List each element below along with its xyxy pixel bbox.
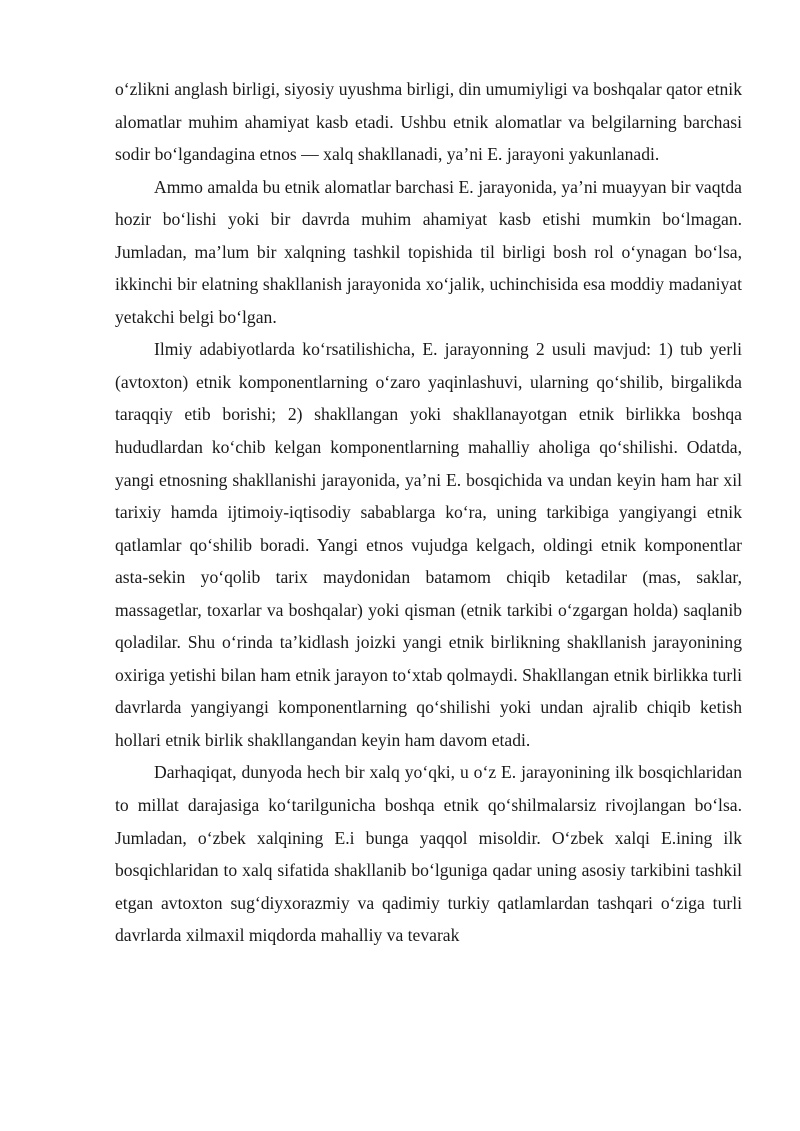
document-body — [115, 73, 742, 952]
paragraph-ethnic-features: Ammo amalda bu etnik alomatlar barchasi E. jarayonida, ya’ni muayyan bir vaqtda hozir bo‘lishi yoki bir davrda muhim ahamiyat kasb etishi mumkin bo‘lmagan. Jumladan, ma’lum bir xalqning tashkil topishida til birligi bosh rol o‘ynagan bo‘lsa, ikkinchi bir elatning shakllanish jarayonida xo‘jalik, uchinchisida esa moddiy madaniyat yetakchi belgi bo‘lgan. — [115, 176, 742, 327]
paragraph-ethnogenesis-methods: Ilmiy adabiyotlarda ko‘rsatilishicha, E. jarayonning 2 usuli mavjud: 1) tub yerli (avtoxton) etnik komponentlarning o‘zaro yaqinlashuvi, ularning qo‘shilib, birgalikda taraqqiy etib borishi; 2) shakllangan yoki shakllanayotgan etnik birlikka boshqa hududlardan ko‘chib kelgan komponentlarning mahalliy aholiga qo‘shilishi. Odatda, yangi etnosning shakllanishi jarayonida, ya’ni E. bosqichida va undan keyin ham har xil tarixiy hamda ijtimoiy-iqtisodiy sabablarga ko‘ra, uning tarkibiga yangiyangi etnik qatlamlar qo‘shilib boradi. Yangi etnos vujudga kelgach, oldingi etnik komponentlar asta-sekin yo‘qolib tarix maydonidan batamom chiqib ketadilar (mas, saklar, massagetlar, toxarlar va boshqalar) yoki qisman (etnik tarkibi o‘zgargan holda) saqlanib qoladilar. Shu o‘rinda ta’kidlash joizki yangi etnik birlikning shakllanish jarayonining oxiriga yetishi bilan ham etnik jarayon to‘xtab qolmaydi. Shakllangan etnik birlikka turli davrlarda yangiyangi komponentlarning qo‘shilishi yoki undan ajralib chiqib ketish hollari etnik birlik shakllangandan keyin ham davom etadi. — [115, 339, 742, 750]
paragraph-uzbek-example: Darhaqiqat, dunyoda hech bir xalq yo‘qki, u o‘z E. jarayonining ilk bosqichlaridan to millat darajasiga ko‘tarilgunicha boshqa etnik qo‘shilmalarsiz rivojlangan bo‘lsa. Jumladan, o‘zbek xalqining E.i bunga yaqqol misoldir. O‘zbek xalqi E.ining ilk bosqichlaridan to xalq sifatida shakllanib bo‘lguniga qadar uning asosiy tarkibini tashkil etgan avtoxton sug‘diyxorazmiy va qadimiy turkiy qatlamlardan tashqari o‘ziga turli davrlarda xilmaxil miqdorda mahalliy va tevarak — [115, 762, 742, 946]
paragraph-continuation: o‘zlikni anglash birligi, siyosiy uyushma birligi, din umumiyligi va boshqalar qator etnik alomatlar muhim ahamiyat kasb etadi. Ushbu etnik alomatlar va belgilarning barchasi sodir bo‘lgandagina etnos — xalq shakllanadi, ya’ni E. jarayoni yakunlanadi. — [115, 79, 742, 165]
